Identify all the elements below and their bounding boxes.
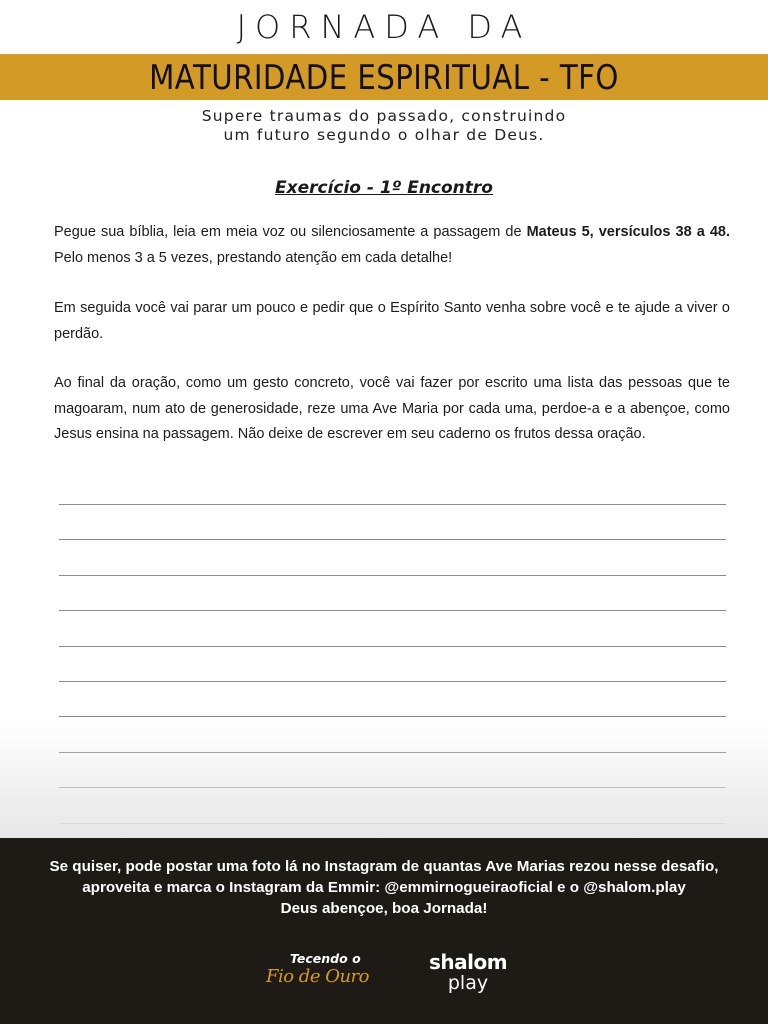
writing-line [59, 539, 726, 540]
bottom-fade [0, 720, 768, 840]
page-title: MATURIDADE ESPIRITUAL - TFO [149, 58, 619, 98]
tecendo-fio-de-ouro-logo [262, 951, 386, 1001]
shalom-logo-word: shalom [428, 950, 508, 974]
subtitle-line-2: um futuro segundo o olhar de Deus. [223, 126, 545, 144]
writing-line [59, 575, 726, 576]
footer-line-3: Deus abençoe, boa Jornada! [280, 900, 488, 917]
tecendo-logo-top: Tecendo o [290, 951, 361, 966]
paragraph-1-text-a: Pegue sua bíblia, leia em meia voz ou silenciosamente a passagem de [54, 224, 527, 240]
paragraph-2: Em seguida você vai parar um pouco e pedir que o Espírito Santo venha sobre você e te ajude a viver o perdão. [54, 300, 730, 342]
subtitle-line-1: Supere traumas do passado, construindo [201, 107, 567, 125]
bible-reference: Mateus 5, versículos 38 a 48. [526, 224, 730, 240]
writing-line [59, 681, 726, 682]
writing-line [59, 504, 726, 505]
paragraph-1 [54, 220, 730, 271]
footer-line-2: aproveita e marca o Instagram da Emmir: @emmirnogueiraoficial e o @shalom.play [82, 879, 686, 896]
writing-line [59, 716, 726, 717]
footer-line-1: Se quiser, pode postar uma foto lá no Instagram de quantas Ave Marias rezou nesse desafio, [49, 858, 719, 875]
paragraph-1-text-b: Pelo menos 3 a 5 vezes, prestando atenção em cada detalhe! [54, 249, 453, 266]
exercise-title: Exercício - 1º Encontro [275, 178, 493, 198]
paragraph-3: Ao final da oração, como um gesto concreto, você vai fazer por escrito uma lista das pessoas que te magoaram, num ato de generosidade, reze uma Ave Maria por cada uma, perdoe-a e a abençoe, como Jesus ensina na passagem. Não deixe de escrever em seu caderno os frutos dessa oração. [54, 375, 730, 442]
tecendo-logo-script: Fio de Ouro [266, 966, 369, 987]
shalom-play-logo [420, 950, 516, 996]
subtitle [0, 107, 768, 145]
play-logo-word: play [447, 972, 489, 994]
header-title-top: JORNADA DA [236, 8, 532, 46]
writing-line [59, 646, 726, 647]
footer-message [0, 856, 768, 919]
footer [0, 838, 768, 1024]
writing-line [59, 610, 726, 611]
